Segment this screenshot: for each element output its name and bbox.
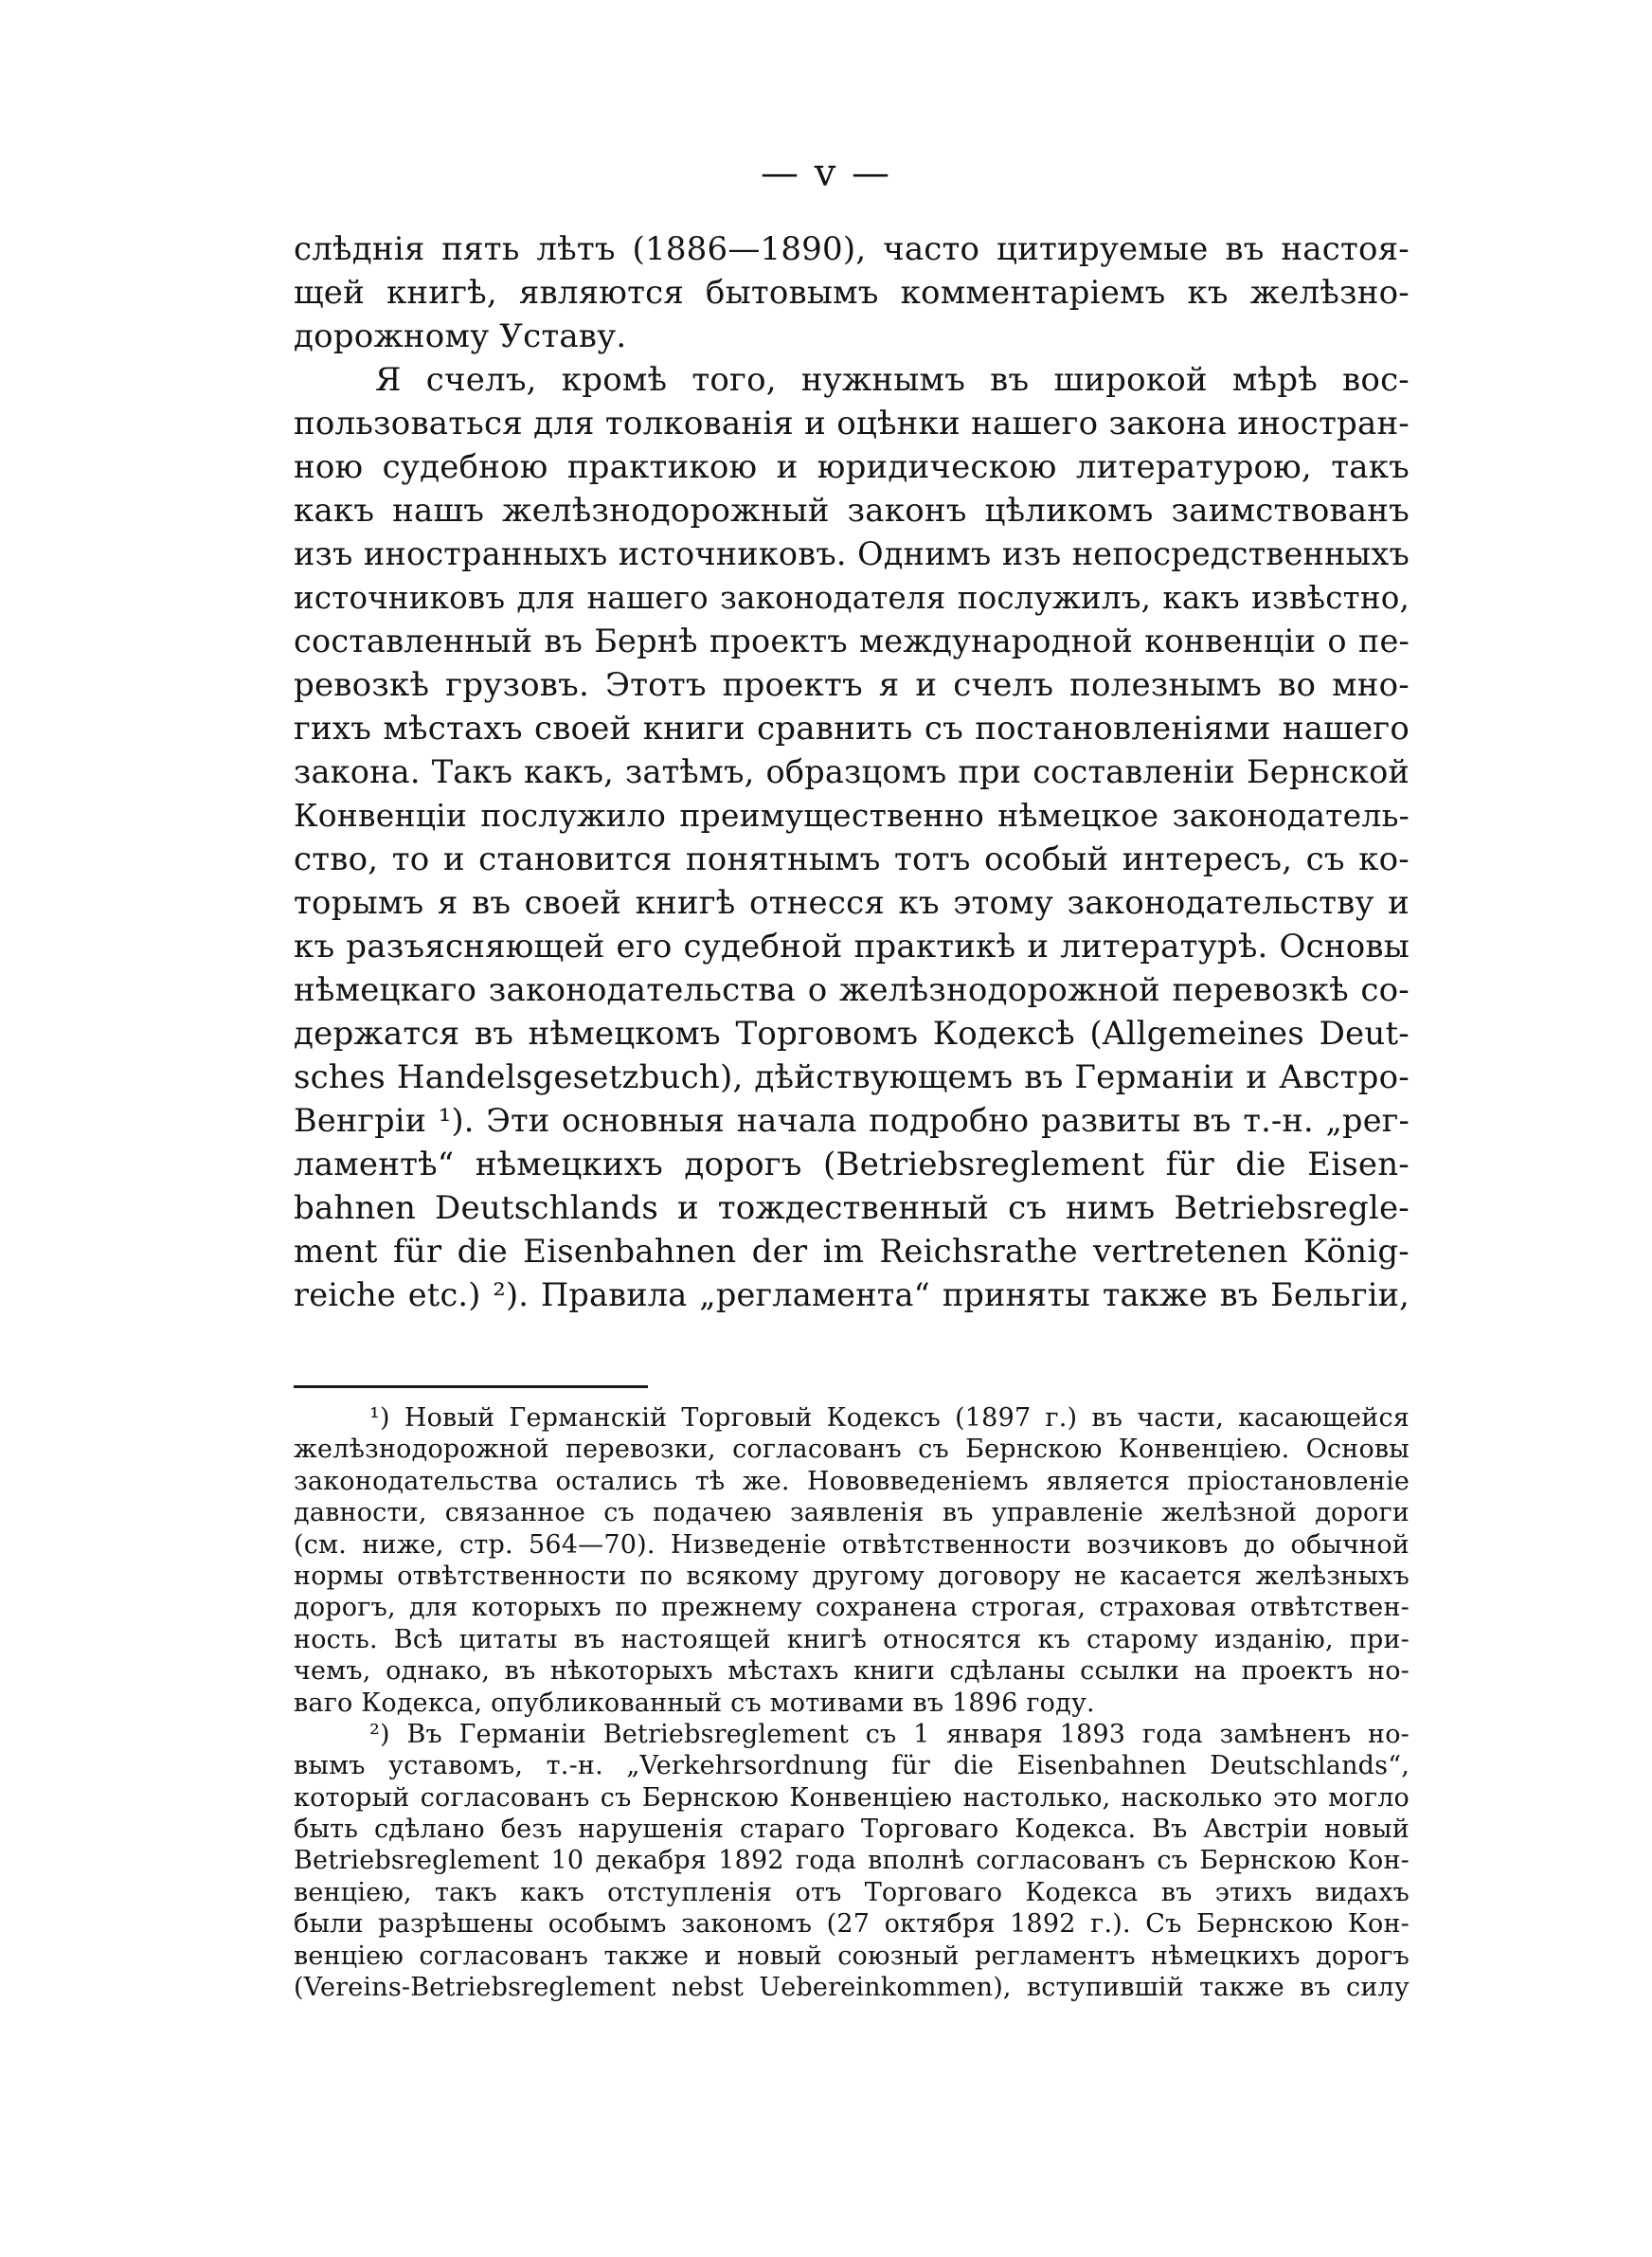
footnote-line: давности, связанное съ подачею заявленія въ управленіе желѣзной дороги <box>294 1498 1410 1528</box>
footnote-line: Betriebsreglement 10 декабря 1892 года вполнѣ согласованъ съ Бернскою Кон- <box>294 1846 1410 1876</box>
page-number: — v — <box>760 152 892 195</box>
text-line: нѣмецкаго законодательства о желѣзнодорожной перевозкѣ со- <box>294 971 1410 1009</box>
footnote-line: ность. Всѣ цитаты въ настоящей книгѣ относятся къ старому изданію, при- <box>294 1624 1410 1654</box>
footnote-line: венціею согласованъ также и новый союзный регламентъ нѣмецкихъ дорогъ <box>294 1941 1410 1971</box>
footnote-line: нормы отвѣтственности по всякому другому договору не касается желѣзныхъ <box>294 1561 1410 1591</box>
text-line: составленный въ Бернѣ проектъ международной конвенціи о пе- <box>294 623 1410 659</box>
footnote-line: были разрѣшены особымъ закономъ (27 октября 1892 г.). Съ Бернскою Кон- <box>294 1909 1410 1940</box>
text-line: закона. Такъ какъ, затѣмъ, образцомъ при составленіи Бернской <box>294 753 1410 790</box>
footnote-divider <box>294 1385 648 1388</box>
text-line: изъ иностранныхъ источниковъ. Однимъ изъ непосредственныхъ <box>294 535 1410 572</box>
text-line: bahnen Deutschlands и тождественный съ нимъ Betriebsregle- <box>294 1189 1410 1227</box>
footnote-line: дорогъ, для которыхъ по прежнему сохранена строгая, страховая отвѣтствен- <box>294 1593 1410 1623</box>
text-line: reiche etc.) ²). Правила „регламента“ приняты также въ Бельгіи, <box>294 1276 1410 1313</box>
text-line: источниковъ для нашего законодателя послужилъ, какъ извѣстно, <box>294 580 1410 616</box>
text-line: ревозкѣ грузовъ. Этотъ проектъ я и счелъ полезнымъ во мно- <box>294 666 1410 704</box>
text-line: ною судебною практикою и юридическою литературою, такъ <box>294 448 1410 486</box>
text-line: Венгріи ¹). Эти основныя начала подробно развиты въ т.-н. „рег- <box>294 1102 1410 1139</box>
text-line: къ разъясняющей его судебной практикѣ и литературѣ. Основы <box>294 928 1410 966</box>
footnote-line: венціею, такъ какъ отступленія отъ Торговаго Кодекса въ этихъ видахъ <box>294 1877 1410 1907</box>
footnotes <box>294 1402 1410 2003</box>
text-line: слѣднія пять лѣтъ (1886—1890), часто цитируемые въ настоя- <box>294 230 1410 268</box>
footnote-line: вымъ уставомъ, т.-н. „Verkehrsordnung für die Eisenbahnen Deutschlands“, <box>294 1751 1410 1781</box>
text-line: гихъ мѣстахъ своей книги сравнить съ постановленіями нашего <box>294 710 1410 748</box>
text-line: Я счелъ, кромѣ того, нужнымъ въ широкой мѣрѣ вос- <box>375 361 1410 399</box>
text-line: держатся въ нѣмецкомъ Торговомъ Кодексѣ (Allgemeines Deut- <box>294 1015 1410 1053</box>
text-line: торымъ я въ своей книгѣ отнесся къ этому законодательству и <box>294 884 1410 922</box>
footnote-line: ¹) Новый Германскій Торговый Кодексъ (1897 г.) въ части, касающейся <box>369 1403 1410 1433</box>
text-line: ство, то и становится понятнымъ тотъ особый интересъ, съ ко- <box>294 840 1410 878</box>
text-line: ment für die Eisenbahnen der im Reichsrathe vertretenen König- <box>294 1233 1410 1271</box>
main-text <box>294 227 1410 1317</box>
footnote-line: ваго Кодекса, опубликованный съ мотивами въ 1896 году. <box>294 1688 1095 1718</box>
footnote-line: чемъ, однако, въ нѣкоторыхъ мѣстахъ книги сдѣланы ссылки на проектъ но- <box>294 1656 1410 1687</box>
footnote-line: (Vereins-Betriebsreglement nebst Uebereinkommen), вступившій также въ силу <box>294 1973 1410 2003</box>
text-line: ламентѣ“ нѣмецкихъ дорогъ (Betriebsreglement für die Eisen- <box>294 1146 1410 1183</box>
footnote-line: который согласованъ съ Бернскою Конвенціею настолько, насколько это могло <box>294 1782 1410 1813</box>
text-line: sches Handelsgesetzbuch), дѣйствующемъ въ Германіи и Австро- <box>294 1058 1410 1096</box>
footnote-line: быть сдѣлано безъ нарушенія стараго Торговаго Кодекса. Въ Австріи новый <box>294 1815 1410 1845</box>
text-line: Конвенціи послужило преимущественно нѣмецкое законодатель- <box>294 797 1410 834</box>
text-line: пользоваться для толкованія и оцѣнки нашего закона иностран- <box>294 405 1410 442</box>
text-line: щей книгѣ, являются бытовымъ комментаріемъ къ желѣзно- <box>294 274 1410 312</box>
footnote-line: желѣзнодорожной перевозки, согласованъ съ Бернскою Конвенціею. Основы <box>294 1435 1410 1465</box>
text-line: дорожному Уставу. <box>294 317 627 355</box>
footnote-line: законодательства остались тѣ же. Нововведеніемъ является пріостановленіе <box>294 1466 1410 1496</box>
footnote-line: (см. ниже, стр. 564—70). Низведеніе отвѣтственности возчиковъ до обычной <box>294 1529 1410 1560</box>
footnote-line: ²) Въ Германіи Betriebsreglement съ 1 января 1893 года замѣненъ но- <box>369 1719 1410 1749</box>
text-line: какъ нашъ желѣзнодорожный законъ цѣликомъ заимствованъ <box>294 492 1410 530</box>
